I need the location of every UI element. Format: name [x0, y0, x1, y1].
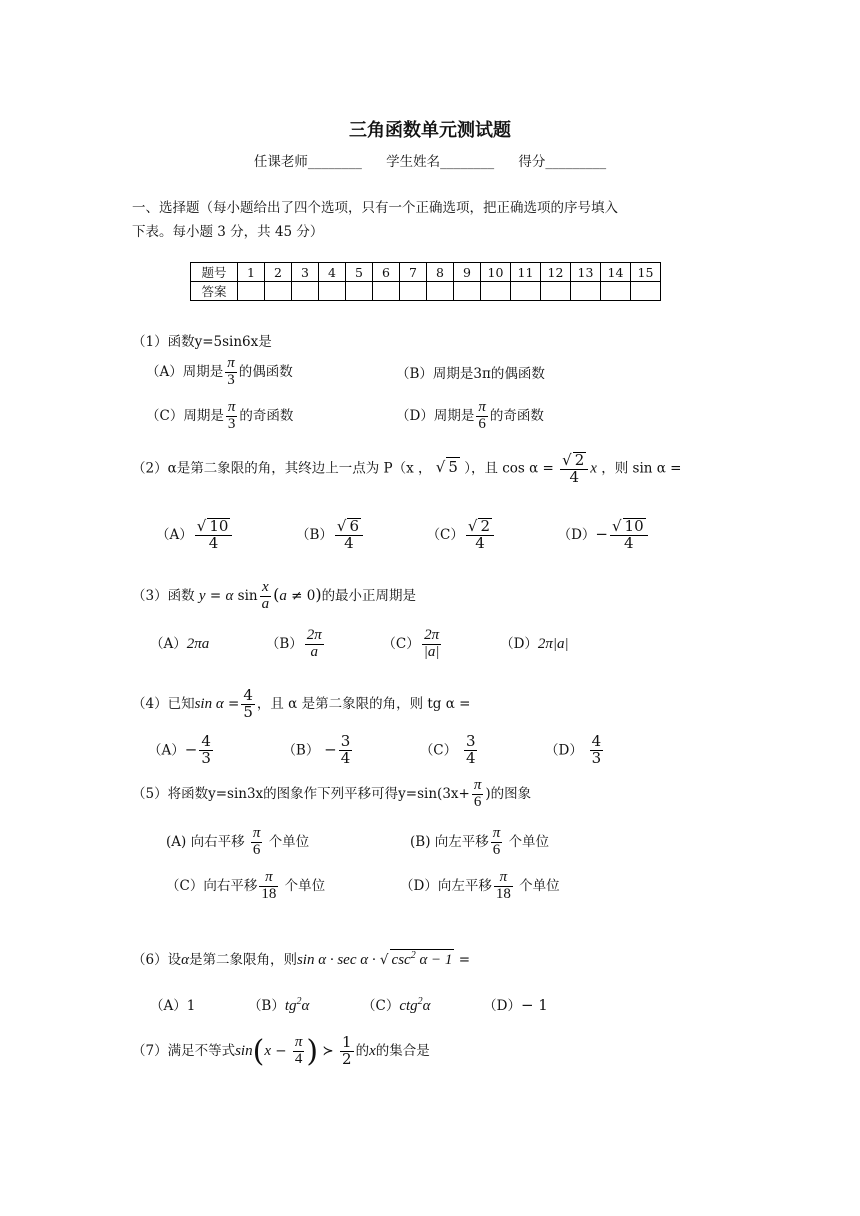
q5-option-c: （C）向右平移 $\frac{\pi}{18}$ 个单位: [166, 869, 326, 902]
table-header-cell: 答案: [191, 282, 238, 301]
answer-cell[interactable]: [265, 282, 292, 301]
section-instruction-2: 下表。每小题 3 分，共 45 分）: [132, 224, 324, 240]
q1-stem: （1）函数y=5sin6x是: [132, 334, 272, 350]
table-cell: 10: [481, 263, 511, 282]
table-cell: 12: [541, 263, 571, 282]
answer-cell[interactable]: [373, 282, 400, 301]
table-row: [191, 263, 661, 282]
table-cell: 11: [511, 263, 541, 282]
student-field: 学生姓名________: [386, 154, 495, 170]
table-row: [191, 282, 661, 301]
q1-option-d: （D）周期是 $\frac{\pi}{6}$ 的奇函数: [396, 399, 544, 432]
table-cell: 5: [346, 263, 373, 282]
q1-option-a: （A）周期是 $\frac{\pi}{3}$ 的偶函数: [146, 355, 293, 388]
table-cell: 13: [571, 263, 601, 282]
answer-cell[interactable]: [481, 282, 511, 301]
q1-option-c: （C）周期是 $\frac{\pi}{3}$ 的奇函数: [146, 399, 294, 432]
table-cell: 3: [292, 263, 319, 282]
table-cell: 6: [373, 263, 400, 282]
answer-cell[interactable]: [346, 282, 373, 301]
q2-stem: （2）α是第二象限的角，其终边上一点为 P（x ， √ 5 ），且 cos α = $\frac{√ 2}{4}$ x ，则 sin α =: [132, 451, 682, 486]
table-cell: 1: [238, 263, 265, 282]
q5-option-b: (B) 向左平移 $\frac{\pi}{6}$ 个单位: [410, 825, 550, 858]
q3-stem: （3）函数 y = α sin $\frac{x}{a}$ (a ≠ 0)的最小正周期是: [132, 579, 417, 612]
answer-cell[interactable]: [601, 282, 631, 301]
score-field: 得分_________: [518, 154, 607, 170]
answer-cell[interactable]: [427, 282, 454, 301]
q5-option-a: (A) 向右平移 $\frac{\pi}{6}$ 个单位: [166, 825, 310, 858]
answer-cell[interactable]: [511, 282, 541, 301]
answer-cell[interactable]: [400, 282, 427, 301]
page-title: 三角函数单元测试题: [349, 120, 511, 141]
q4-options: （A）− $\frac{4}{3}$ （B） − $\frac{3}{4}$ （C） $\frac{3}{4}$ （D） $\frac{4}{3}$: [148, 732, 602, 767]
header-info: [0, 150, 860, 170]
table-cell: 8: [427, 263, 454, 282]
q2-options: （A） $\frac{√ 10}{4}$ （B） $\frac{√ 6}{4}$ （C） $\frac{√ 2}{4}$ （D）− $\frac{√ 10}{4}$: [156, 518, 650, 552]
table-header-cell: 题号: [191, 263, 238, 282]
answer-cell[interactable]: [454, 282, 481, 301]
section-instruction-1: 一、选择题（每小题给出了四个选项，只有一个正确选项，把正确选项的序号填入: [132, 200, 618, 216]
answer-cell[interactable]: [292, 282, 319, 301]
table-cell: 14: [601, 263, 631, 282]
answer-cell[interactable]: [571, 282, 601, 301]
q5-option-d: （D）向左平移 $\frac{\pi}{18}$ 个单位: [400, 869, 560, 902]
table-cell: 7: [400, 263, 427, 282]
teacher-field: 任课老师________: [253, 154, 362, 170]
answer-cell[interactable]: [238, 282, 265, 301]
q4-stem: （4）已知sin α = $\frac{4}{5}$ ，且 α 是第二象限的角，则 tg α =: [132, 686, 471, 721]
table-cell: 9: [454, 263, 481, 282]
answer-table: [190, 262, 661, 301]
q1-option-b: （B）周期是3π的偶函数: [396, 366, 545, 382]
table-cell: 4: [319, 263, 346, 282]
q5-stem: （5）将函数y=sin3x的图象作下列平移可得y=sin(3x+ $\frac{\pi}{6}$ )的图象: [132, 777, 532, 810]
answer-cell[interactable]: [541, 282, 571, 301]
q3-options: （A）2πa （B） $\frac{2\pi}{a}$ （C） $\frac{2\pi}{|a|}$ （D）2π|a|: [150, 627, 569, 660]
answer-cell[interactable]: [631, 282, 661, 301]
answer-cell[interactable]: [319, 282, 346, 301]
q7-stem: （7）满足不等式sin(x − $\frac{\pi}{4}$ ) ≻ $\frac{1}{2}$ 的x的集合是: [132, 1033, 430, 1069]
q6-options: （A）1 $(B)tg^2\alpha$ （C）ctg$^2$α （D）− 1: [150, 996, 548, 1014]
table-cell: 2: [265, 263, 292, 282]
q6-stem: （6）设α是第二象限角，则sin α · sec α · √ $\csc^2 \alpha - 1$ =: [132, 950, 471, 968]
table-cell: 15: [631, 263, 661, 282]
